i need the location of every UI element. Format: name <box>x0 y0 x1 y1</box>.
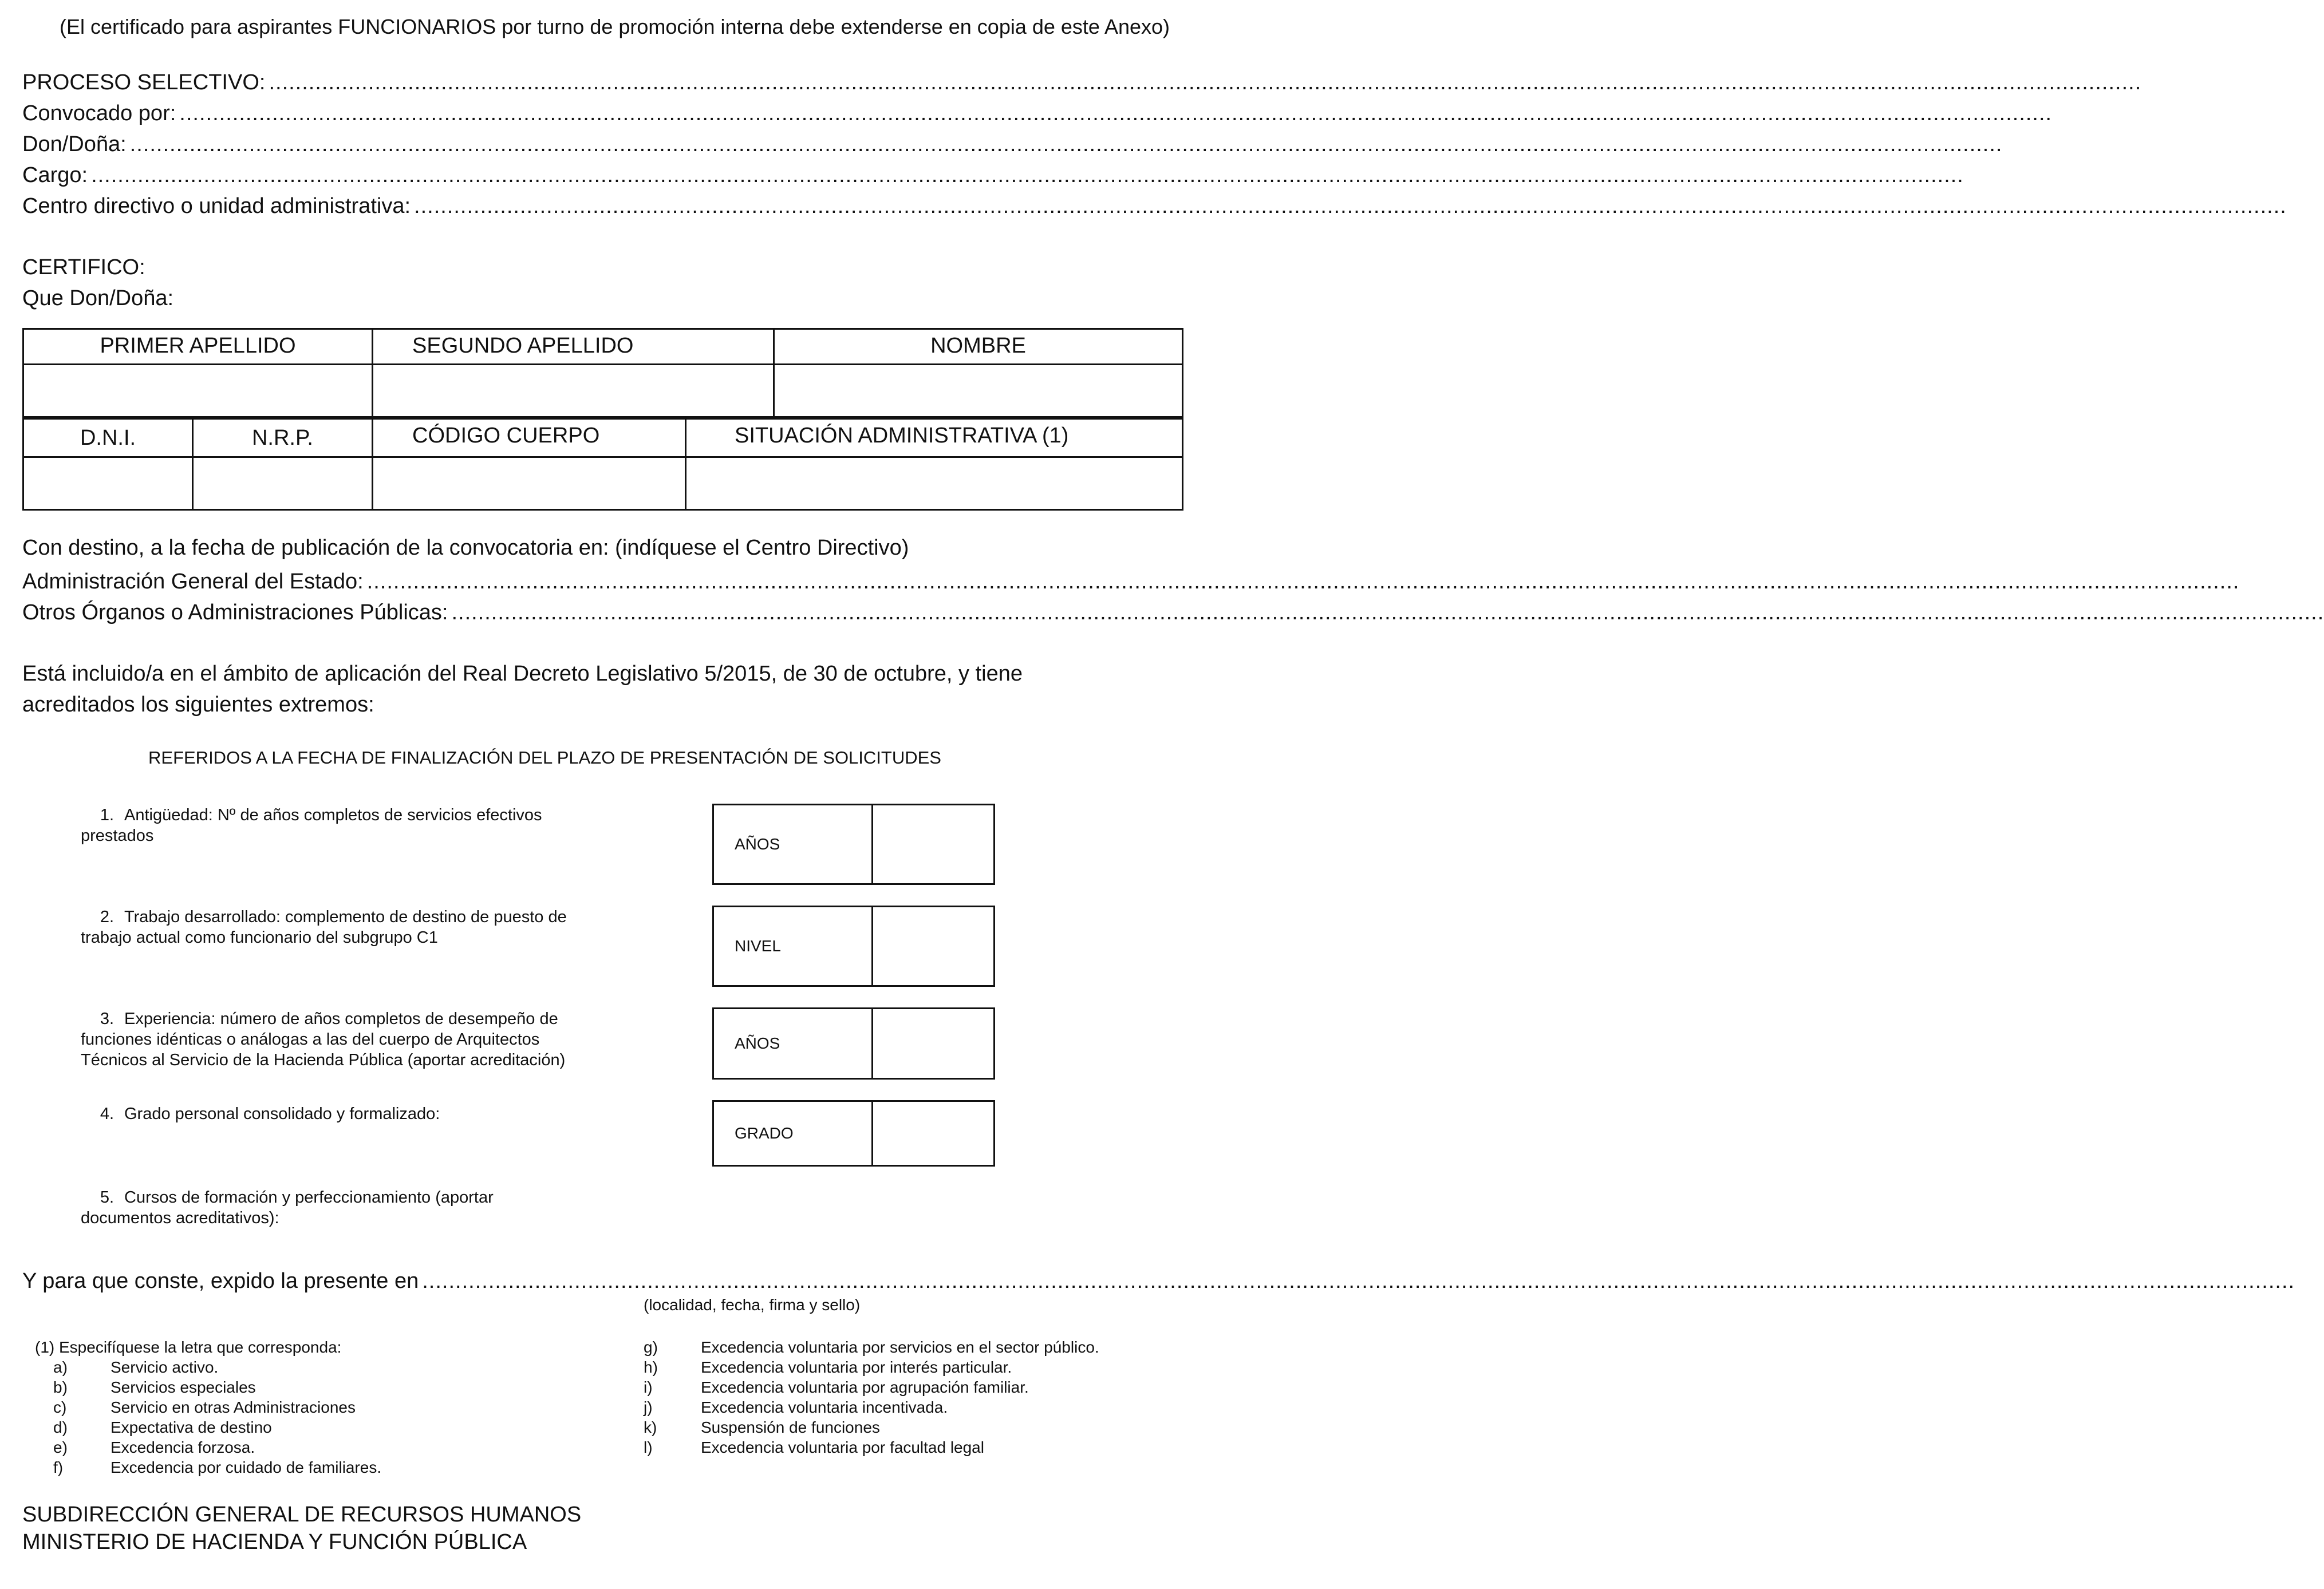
item-text: prestados <box>81 827 154 845</box>
dotted-line: ........................................................................................................................................................................................................................................................................................... <box>91 163 1964 187</box>
list-item <box>53 1377 381 1397</box>
box-value-nivel[interactable] <box>873 907 993 985</box>
list-value: Excedencia forzosa. <box>111 1438 255 1456</box>
list-value: Suspensión de funciones <box>701 1418 880 1436</box>
list-key: g) <box>644 1338 658 1356</box>
list-value: Servicio activo. <box>111 1358 219 1376</box>
field-expido-en[interactable] <box>22 1266 2295 1296</box>
list-value: Excedencia voluntaria por agrupación familiar. <box>701 1378 1029 1396</box>
box-label: NIVEL <box>714 907 873 985</box>
cell-dni[interactable] <box>23 457 193 510</box>
list-item <box>644 1437 1099 1457</box>
list-item <box>644 1337 1099 1357</box>
field-label: Don/Doña: <box>22 132 127 156</box>
header-nrp: N.R.P. <box>193 419 373 457</box>
item-number: 3. <box>100 1010 114 1028</box>
list-value: Excedencia por cuidado de familiares. <box>111 1458 382 1476</box>
dotted-line: ........................................................................................................................................................................................................................................................................................... <box>269 70 2142 94</box>
box-grado <box>712 1100 995 1167</box>
header-nombre: NOMBRE <box>774 329 1183 365</box>
field-label: Otros Órganos o Administraciones Públicas: <box>22 600 448 624</box>
list-value: Excedencia voluntaria por facultad legal <box>701 1438 984 1456</box>
header-situacion-administrativa: SITUACIÓN ADMINISTRATIVA (1) <box>686 419 1183 457</box>
item-grado-personal <box>81 1104 625 1124</box>
list-key: c) <box>53 1398 67 1416</box>
box-label: AÑOS <box>714 805 873 883</box>
list-key: l) <box>644 1438 653 1456</box>
item-text: Grado personal consolidado y formalizado: <box>124 1105 440 1123</box>
dotted-line: ........................................................................................................................................................................................................................................................................................... <box>422 1269 2295 1293</box>
dotted-line: ........................................................................................................................................................................................................................................................................................... <box>366 570 2240 594</box>
field-label: PROCESO SELECTIVO: <box>22 70 266 94</box>
item-number: 5. <box>100 1188 114 1207</box>
item-text: Experiencia: número de años completos de desempeño de <box>124 1010 558 1028</box>
list-item <box>53 1357 381 1377</box>
field-centro-directivo[interactable] <box>22 191 2287 221</box>
footer-ministerio: MINISTERIO DE HACIENDA Y FUNCIÓN PÚBLICA <box>22 1530 527 1554</box>
field-don-dona[interactable] <box>22 129 2003 159</box>
header-codigo-cuerpo: CÓDIGO CUERPO <box>373 419 686 457</box>
list-key: k) <box>644 1418 657 1436</box>
field-label: Administración General del Estado: <box>22 570 364 594</box>
box-value-antiguedad[interactable] <box>873 805 993 883</box>
cell-situacion-administrativa[interactable] <box>686 457 1183 510</box>
situaciones-left-list <box>53 1357 381 1477</box>
field-label: Centro directivo o unidad administrativa: <box>22 194 411 218</box>
certifico-heading: CERTIFICO: <box>22 255 145 279</box>
list-value: Servicios especiales <box>111 1378 256 1396</box>
intro-note: (El certificado para aspirantes FUNCIONARIOS por turno de promoción interna debe extenderse en copia de este Anexo) <box>60 15 1170 38</box>
item-trabajo-desarrollado <box>81 907 625 948</box>
identity-table-names <box>22 328 1183 418</box>
list-key: j) <box>644 1398 653 1416</box>
list-item <box>644 1357 1099 1377</box>
item-text: funciones idénticas o análogas a las del cuerpo de Arquitectos <box>81 1030 540 1049</box>
list-item <box>53 1457 381 1477</box>
dotted-line: ........................................................................................................................................................................................................................................................................................... <box>451 600 2324 624</box>
header-primer-apellido: PRIMER APELLIDO <box>23 329 373 365</box>
list-value: Expectativa de destino <box>111 1418 272 1436</box>
que-don-dona: Que Don/Doña: <box>22 286 174 310</box>
field-administracion-general[interactable] <box>22 567 2240 596</box>
cell-nombre[interactable] <box>774 365 1183 417</box>
destino-intro: Con destino, a la fecha de publicación de la convocatoria en: (indíquese el Centro Directivo) <box>22 536 909 560</box>
box-antiguedad <box>712 804 995 885</box>
list-key: f) <box>53 1458 64 1476</box>
footer-subdireccion: SUBDIRECCIÓN GENERAL DE RECURSOS HUMANOS <box>22 1503 582 1527</box>
list-key: b) <box>53 1378 68 1396</box>
item-cursos <box>81 1187 625 1228</box>
item-number: 4. <box>100 1105 114 1123</box>
dotted-line: ........................................................................................................................................................................................................................................................................................... <box>129 132 2003 156</box>
item-text: documentos acreditativos): <box>81 1209 279 1227</box>
field-label: Y para que conste, expido la presente en <box>22 1269 419 1293</box>
cell-codigo-cuerpo[interactable] <box>373 457 686 510</box>
field-label: Cargo: <box>22 163 88 187</box>
list-key: h) <box>644 1358 658 1376</box>
field-proceso-selectivo[interactable] <box>22 68 2142 97</box>
box-label: GRADO <box>714 1102 873 1165</box>
referidos-heading: REFERIDOS A LA FECHA DE FINALIZACIÓN DEL PLAZO DE PRESENTACIÓN DE SOLICITUDES <box>148 748 941 768</box>
list-value: Excedencia voluntaria incentivada. <box>701 1398 948 1416</box>
item-text: Trabajo desarrollado: complemento de destino de puesto de <box>124 908 567 926</box>
cell-primer-apellido[interactable] <box>23 365 373 417</box>
list-value: Servicio en otras Administraciones <box>111 1398 356 1416</box>
item-number: 2. <box>100 908 114 926</box>
item-text: Antigüedad: Nº de años completos de servicios efectivos <box>124 806 542 824</box>
list-item <box>53 1417 381 1437</box>
box-label: AÑOS <box>714 1009 873 1078</box>
list-value: Excedencia voluntaria por interés particular. <box>701 1358 1012 1376</box>
localidad-caption: (localidad, fecha, firma y sello) <box>644 1296 861 1314</box>
item-experiencia <box>81 1009 625 1070</box>
item-number: 1. <box>100 806 114 824</box>
list-value: Excedencia voluntaria por servicios en el sector público. <box>701 1338 1099 1356</box>
list-item <box>644 1377 1099 1397</box>
item-text: Cursos de formación y perfeccionamiento (aportar <box>124 1188 494 1207</box>
field-cargo[interactable] <box>22 160 1964 190</box>
item-text: Técnicos al Servicio de la Hacienda Pública (aportar acreditación) <box>81 1051 566 1069</box>
list-item <box>644 1417 1099 1437</box>
incluido-line-1: Está incluido/a en el ámbito de aplicación del Real Decreto Legislativo 5/2015, de 30 de octubre, y tiene <box>22 662 1023 686</box>
list-item <box>53 1437 381 1457</box>
incluido-line-2: acreditados los siguientes extremos: <box>22 693 374 717</box>
item-antiguedad <box>81 805 625 846</box>
header-segundo-apellido: SEGUNDO APELLIDO <box>373 329 774 365</box>
box-nivel <box>712 906 995 987</box>
item-text: trabajo actual como funcionario del subgrupo C1 <box>81 928 438 947</box>
header-dni: D.N.I. <box>23 419 193 457</box>
situaciones-right-list <box>644 1337 1099 1457</box>
list-key: d) <box>53 1418 68 1436</box>
list-key: e) <box>53 1438 68 1456</box>
box-value-experiencia[interactable] <box>873 1009 993 1078</box>
dotted-line: ........................................................................................................................................................................................................................................................................................... <box>414 194 2287 218</box>
box-experiencia <box>712 1007 995 1080</box>
list-key: i) <box>644 1378 653 1396</box>
nota-title: (1) Especifíquese la letra que corresponda: <box>35 1338 342 1356</box>
dotted-line: ........................................................................................................................................................................................................................................................................................... <box>179 101 2053 125</box>
list-item <box>53 1397 381 1417</box>
cell-nrp[interactable] <box>193 457 373 510</box>
field-otros-organos[interactable] <box>22 598 2324 627</box>
field-label: Convocado por: <box>22 101 176 125</box>
identity-table-codes <box>22 418 1183 511</box>
list-item <box>644 1397 1099 1417</box>
cell-segundo-apellido[interactable] <box>373 365 774 417</box>
field-convocado-por[interactable] <box>22 98 2053 128</box>
box-value-grado[interactable] <box>873 1102 993 1165</box>
list-key: a) <box>53 1358 68 1376</box>
